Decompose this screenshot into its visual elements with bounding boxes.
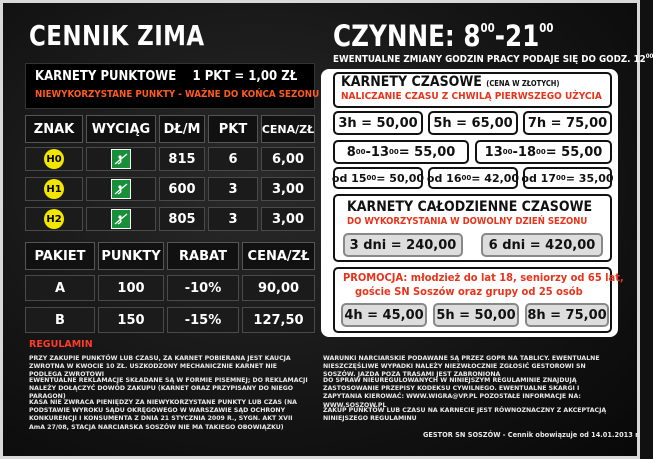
lift-row-points: 6 (208, 147, 258, 171)
karnety-calodzienne-note: DO WYKORZYSTANIA W DOWOLNY DZIEŃ SEZONU (347, 216, 588, 227)
lift-row-points: 3 (208, 177, 258, 201)
package-row-price: 90,00 (242, 275, 315, 301)
header-cena: CENA/ZŁ (261, 115, 315, 143)
lift-row-sign (25, 207, 83, 231)
header-znak: ZNAK (25, 115, 83, 143)
ski-lift-icon (111, 149, 131, 169)
karnety-czasowe-note: NALICZANIE CZASU Z CHWILĄ PIERWSZEGO UŻYCIA (341, 91, 602, 102)
lift-row-icon (86, 147, 156, 171)
promo-8h: 8h = 75,00 (525, 303, 609, 327)
price-afternoon: 13 00 -18 00 = 55,00 (475, 140, 612, 164)
h2-badge-icon: H2 (44, 209, 64, 229)
price-6-dni: 6 dni = 420,00 (481, 233, 603, 257)
lift-row-price: 3,00 (261, 207, 315, 231)
package-row-points: 150 (98, 307, 164, 333)
header-dlugosc: DŁ/M (159, 115, 205, 143)
price-3h: 3h = 50,00 (333, 111, 423, 135)
header-cena-pakiet: CENA/ZŁ (242, 242, 315, 270)
lift-row-length: 815 (159, 147, 205, 171)
promocja-line1: PROMOCJA: młodzież do lat 18, seniorzy od 65 lat, (343, 271, 624, 284)
header-wyciag: WYCIĄG (86, 115, 156, 143)
price-od-17: od 17 00 = 35,00 (523, 167, 612, 189)
rules-p1: WARUNKI NARCIARSKIE PODAWANE SĄ PRZEZ GOPR NA TABLICY. EWENTUALNE NIESZCZĘŚLIWE WYPADKI NALEŻY NIEZWŁOCZNIE ZGŁOSIĆ GESTOROWI SN SOSZÓW. JAZDA POZA TRASAMI JEST ZABRONIONA (323, 355, 600, 379)
karnety-punktowe-note: NIEWYKORZYSTANE PUNKTY - WAŻNE DO KOŃCA SEZONU (35, 89, 320, 100)
package-row-discount: -15% (167, 307, 239, 333)
left-title: CENNIK ZIMA (29, 19, 205, 52)
promo-4h: 4h = 45,00 (341, 303, 427, 327)
promocja-line2: goście SN Soszów oraz grupy od 25 osób (355, 285, 583, 298)
regulamin-p1: PRZY ZAKUPIE PUNKTÓW LUB CZASU, ZA KARNET POBIERANA JEST KAUCJA ZWROTNA W KWOCIE 10 ZŁ. USZKODZONY MECHANICZNIE KARNET NIE PODLEGA ZWROTOWI (29, 355, 291, 379)
lift-row-points: 3 (208, 207, 258, 231)
lift-row-length: 805 (159, 207, 205, 231)
ski-lift-icon (111, 179, 131, 199)
rules-p3: ZAKUP PUNKTÓW LUB CZASU NA KARNECIE JEST RÓWNOZNACZNY Z AKCEPTACJĄ NINIEJSZEGO REGULAMINU (323, 407, 607, 423)
promo-5h: 5h = 50,00 (433, 303, 519, 327)
opening-hours-title: CZYNNE: $8^{00}-21^{00}$ (333, 19, 554, 53)
lift-row-length: 600 (159, 177, 205, 201)
header-pkt: PKT (208, 115, 258, 143)
ski-lift-icon (111, 209, 131, 229)
lift-row-icon (86, 177, 156, 201)
package-row-points: 100 (98, 275, 164, 301)
header-pakiet: PAKIET (25, 242, 95, 270)
lift-row-price: 6,00 (261, 147, 315, 171)
footer-note: GESTOR SN SOSZÓW - Cennik obowiązuje od 14.01.2013 r. (423, 431, 640, 439)
lift-row-icon (86, 207, 156, 231)
package-row-price: 127,50 (242, 307, 315, 333)
header-rabat: RABAT (167, 242, 239, 270)
price-morning: 8 00 -13 00 = 55,00 (333, 140, 469, 164)
karnety-punktowe-title: KARNETY PUNKTOWE 1 PKT = 1,00 ZŁ (35, 69, 298, 84)
karnety-calodzienne-title: KARNETY CAŁODZIENNE CZASOWE (347, 199, 593, 215)
regulamin-title: REGULAMIN (29, 339, 93, 350)
lift-row-price: 3,00 (261, 177, 315, 201)
regulamin-p3: KASA NIE ZWRACA PIENIĘDZY ZA NIEWYKORZYSTANE PUNKTY LUB CZAS (NA PODSTAWIE WYROKU SĄDU OKRĘGOWEGO W WARSZAWIE SĄD OCHRONY KONKURENCJI I KONSUMENTA Z DNIA 21 STYCZNIA 2009 R., SYGN. AKT XVII AmA 27/08, STACJA NARCIARSKA SOSZÓW NIE MA TAKIEGO OBOWIĄZKU) (29, 399, 297, 431)
price-3-dni: 3 dni = 240,00 (343, 233, 463, 257)
price-7h: 7h = 75,00 (523, 111, 612, 135)
package-row-name: A (25, 275, 95, 301)
h1-badge-icon: H1 (44, 179, 64, 199)
price-5h: 5h = 65,00 (428, 111, 518, 135)
opening-hours-note: EWENTUALNE ZMIANY GODZIN PRACY PODAJE SIĘ DO GODZ. $12^{00}$ (333, 53, 653, 65)
rules-p2: DO SPRAW NIEUREGULOWANYCH W NINIEJSZYM REGULAMINIE ZNAJDUJĄ ZASTOSOWANIE PRZEPISY KODEKSU CYWILNEGO. EWENTUALNE SKARGI I ZAPYTANIA KIEROWAĆ: WWW.WIGRA@VP.PL POZOSTAŁE INFORMACJE NA: WWW.SOSZOW.PL (323, 377, 581, 409)
lift-row-sign (25, 147, 83, 171)
header-punkty: PUNKTY (98, 242, 164, 270)
regulamin-p2: EWENTUALNE REKLAMACJE SKŁADANE SĄ W FORMIE PISEMNEJ; DO REKLAMACJI NALEŻY DOŁĄCZYĆ DOWÓD ZAKUPU (KARNET ORAZ PRZYPISANY DO NIEGO PARAGON) (29, 377, 308, 401)
karnety-czasowe-title: KARNETY CZASOWE (CENA W ZŁOTYCH) (341, 74, 560, 90)
package-row-name: B (25, 307, 95, 333)
package-row-discount: -10% (167, 275, 239, 301)
lift-row-sign (25, 177, 83, 201)
price-od-16: od 16 00 = 42,00 (428, 167, 518, 189)
h0-badge-icon: H0 (44, 149, 64, 169)
price-od-15: od 15 00 = 50,00 (333, 167, 423, 189)
